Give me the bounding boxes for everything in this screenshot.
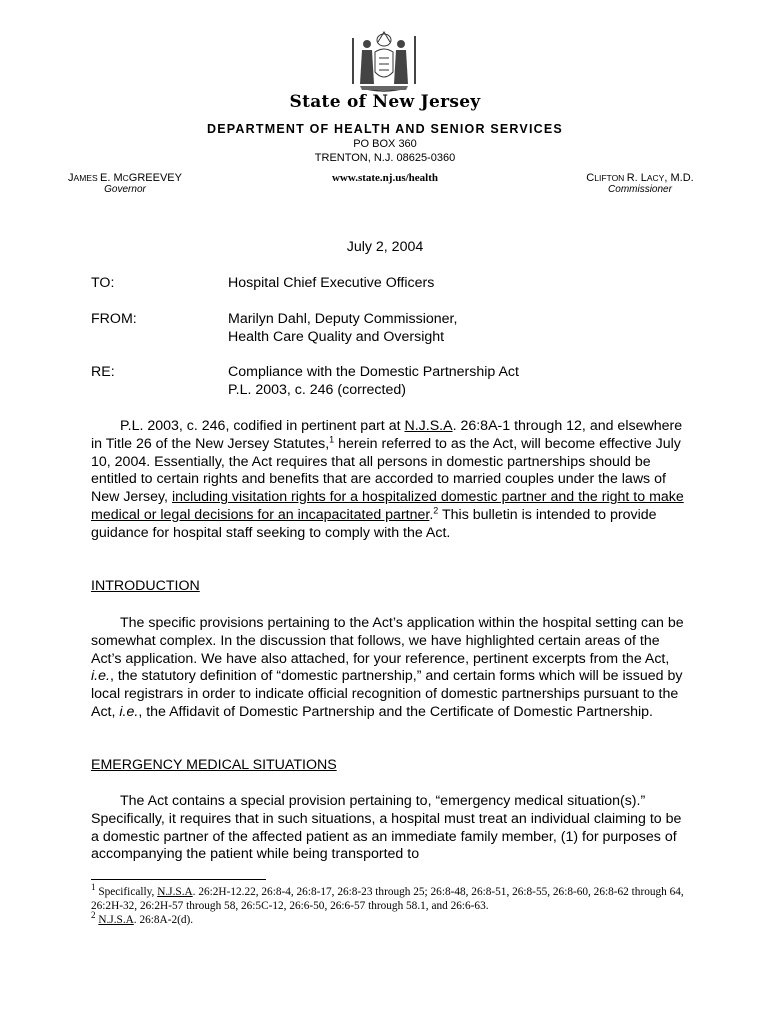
from-line-2: Health Care Quality and Oversight	[228, 328, 445, 345]
footnotes	[91, 882, 691, 927]
footnote-divider	[91, 879, 266, 880]
re-line-1: Compliance with the Domestic Partnership Act	[228, 364, 519, 380]
to-value: Hospital Chief Executive Officers	[228, 275, 435, 291]
footnote-ref-1: 1	[329, 434, 335, 445]
visitation-rights-emphasis: including visitation rights for a hospitalized domestic partner and the right to make medical or legal decisions for an incapacitated partner	[91, 489, 684, 523]
po-box: PO BOX 360	[353, 138, 417, 150]
re-line-2: P.L. 2003, c. 246 (corrected)	[228, 381, 406, 398]
commissioner-block	[570, 172, 710, 195]
governor-name: JAMES E. MCGREEVEY	[68, 172, 182, 184]
to-label: TO:	[91, 275, 115, 291]
footnote-1: $^1$ Specifically, N.J.S.A. 26:2H-12.22, 26:8-4, 26:8-17, 26:8-23 through 25; 26:8-48, 26:8-51, 26:8-55, 26:8-60, 26:8-62 through 64, 26:2H-32, 26:2H-57 through 58, 26:5C-12, 26:6-50, 26:6-57 through 58.1, and 26:6-63.	[91, 882, 684, 912]
introduction-heading: INTRODUCTION	[91, 578, 200, 594]
commissioner-name: CLIFTON R. LACY, M.D.	[586, 172, 694, 184]
commissioner-title: Commissioner	[608, 184, 672, 195]
from-line-1: Marilyn Dahl, Deputy Commissioner,	[228, 311, 458, 327]
re-label: RE:	[91, 364, 115, 380]
state-title: State of New Jersey	[289, 92, 481, 112]
intro-paragraph: P.L. 2003, c. 246, codified in pertinent part at N.J.S.A. 26:8A-1 through 12, and elsewhere in Title 26 of the New Jersey Statutes,$^1$ herein referred to as the Act, will become effective July 10, 2004. Essentially, the Act requires that all persons in domestic partnerships should be entitled to certain rights and benefits that are accorded to married couples under the laws of New Jersey, including visitation rights for a hospitalized domestic partner and the right to make medical or legal decisions for an incapacitated partner.$^2$ This bulletin is intended to provide guidance for hospital staff seeking to comply with the Act.	[91, 418, 684, 541]
memo-date: July 2, 2004	[346, 239, 424, 255]
department-name: DEPARTMENT OF HEALTH AND SENIOR SERVICES	[207, 122, 563, 136]
emergency-paragraph: The Act contains a special provision pertaining to, “emergency medical situation(s).” Specifically, it requires that in such situations, a hospital must treat an individual claiming to be a domestic partner of the affected patient as an immediate family member, (1) for purposes of accompanying the patient while being transported to	[91, 793, 682, 863]
from-label: FROM:	[91, 311, 137, 327]
emergency-heading: EMERGENCY MEDICAL SITUATIONS	[91, 757, 337, 773]
from-value	[228, 311, 457, 347]
governor-title: Governor	[104, 184, 146, 195]
website-link[interactable]: www.state.nj.us/health	[331, 172, 439, 184]
re-value	[228, 364, 519, 400]
introduction-paragraph: The specific provisions pertaining to the Act’s application within the hospital setting can be somewhat complex. In the discussion that follows, we have highlighted certain areas of the Act’s application. We have also attached, for your reference, pertinent excerpts from the Act, i.e., the statutory definition of “domestic partnership,” and certain forms which will be issued by local registrars in order to indicate official recognition of domestic partnerships pursuant to the Act, i.e., the Affidavit of Domestic Partnership and the Certificate of Domestic Partnership.	[91, 615, 684, 720]
footnote-2: $^2$ N.J.S.A. 26:8A-2(d).	[91, 910, 194, 926]
state-seal-icon	[348, 28, 420, 96]
governor-block	[60, 172, 190, 195]
footnote-ref-2: 2	[433, 505, 439, 516]
city-address: TRENTON, N.J. 08625-0360	[314, 152, 456, 164]
